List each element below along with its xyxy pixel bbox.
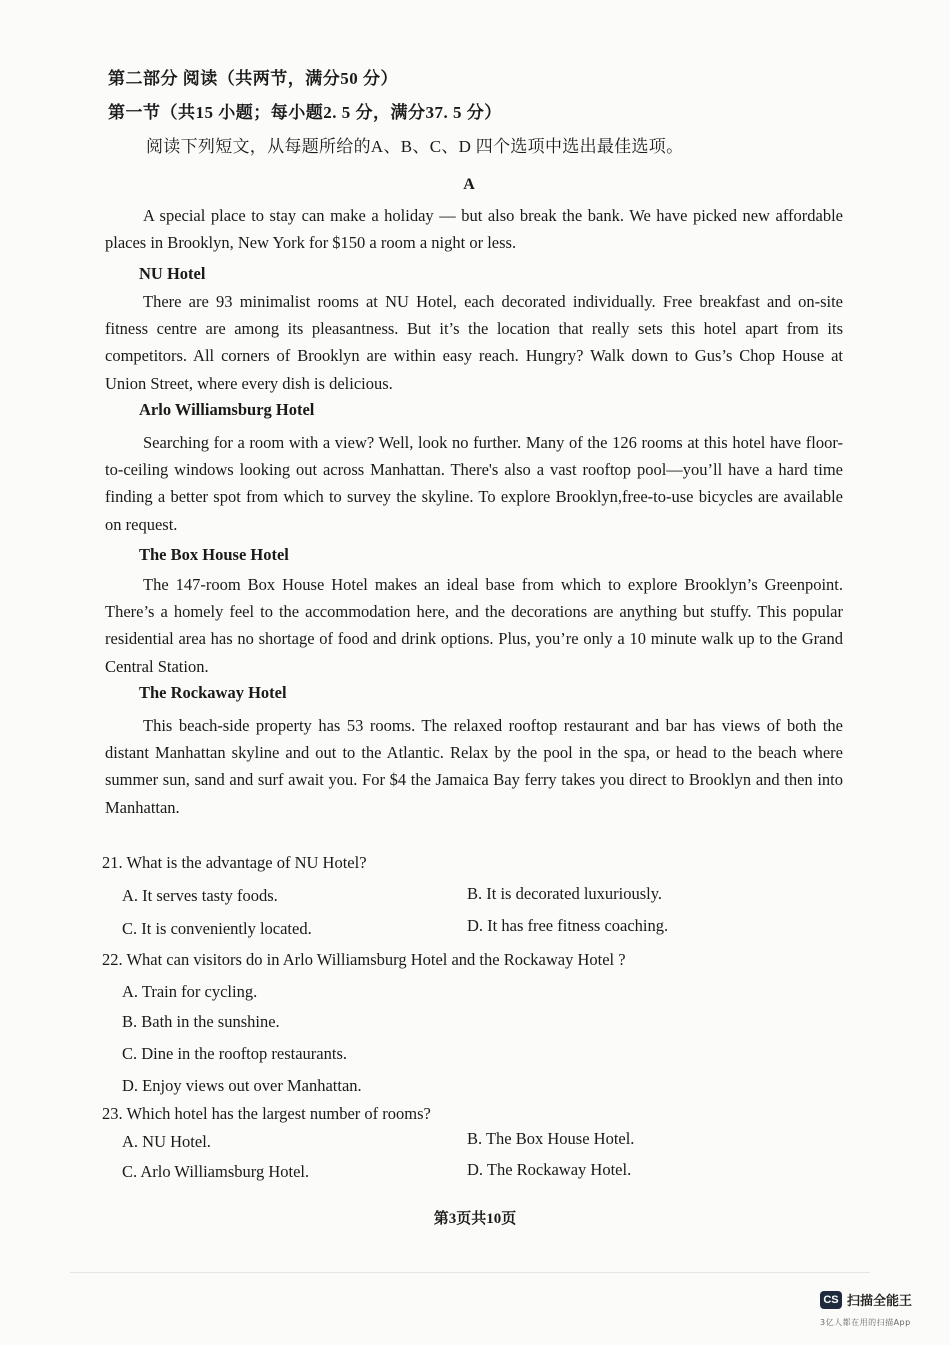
instruction: 阅读下列短文，从每题所给的A、B、C、D 四个选项中选出最佳选项。 bbox=[146, 137, 684, 156]
answer-option[interactable]: C. Dine in the rooftop restaurants. bbox=[122, 1044, 347, 1063]
answer-option[interactable]: D. It has free fitness coaching. bbox=[467, 916, 669, 935]
hotel-title: The Rockaway Hotel bbox=[139, 683, 287, 702]
scanner-tagline: 3亿人都在用的扫描App bbox=[820, 1318, 911, 1327]
question-stem: 21. What is the advantage of NU Hotel? bbox=[102, 853, 367, 872]
passage-intro: A special place to stay can make a holiday — but also break the bank. We have picked new affordable places in Brooklyn, New York for $150 a room a night or less. bbox=[105, 206, 843, 253]
answer-option[interactable]: A. NU Hotel. bbox=[122, 1132, 211, 1151]
answer-option[interactable]: C. Arlo Williamsburg Hotel. bbox=[122, 1162, 310, 1181]
answer-option[interactable]: B. It is decorated luxuriously. bbox=[467, 884, 663, 903]
answer-option[interactable]: A. Train for cycling. bbox=[122, 982, 258, 1001]
section-heading: 第一节（共15 小题；每小题2. 5 分，满分37. 5 分） bbox=[108, 103, 502, 122]
question-stem: 22. What can visitors do in Arlo Williamsburg Hotel and the Rockaway Hotel ? bbox=[102, 950, 626, 969]
scanner-app-name: 扫描全能王 bbox=[847, 1294, 913, 1309]
answer-option[interactable]: D. Enjoy views out over Manhattan. bbox=[122, 1076, 362, 1095]
divider bbox=[70, 1272, 870, 1273]
hotel-title: The Box House Hotel bbox=[139, 545, 289, 564]
hotel-description: The 147-room Box House Hotel makes an ideal base from which to explore Brooklyn’s Greenpoint. There’s a homely feel to the accommodation here, and the decorations are anything but stuffy. This popular residential area has no shortage of food and drink options. Plus, you’re only a 10 minute walk up to the Grand Central Station. bbox=[105, 575, 843, 676]
scanner-watermark bbox=[820, 1290, 912, 1309]
hotel-title: NU Hotel bbox=[139, 264, 206, 283]
answer-option[interactable]: B. The Box House Hotel. bbox=[467, 1129, 635, 1148]
answer-option[interactable]: D. The Rockaway Hotel. bbox=[467, 1160, 632, 1179]
part-heading: 第二部分 阅读（共两节，满分50 分） bbox=[108, 69, 398, 88]
camscanner-icon: CS bbox=[820, 1291, 842, 1309]
question-stem: 23. Which hotel has the largest number of rooms? bbox=[102, 1104, 431, 1123]
answer-option[interactable]: B. Bath in the sunshine. bbox=[122, 1012, 280, 1031]
hotel-description: This beach-side property has 53 rooms. The relaxed rooftop restaurant and bar has views of both the distant Manhattan skyline and out to the Atlantic. Relax by the pool in the spa, or head to the beach where summer sun, sand and surf await you. For $4 the Jamaica Bay ferry takes you direct to Brooklyn and then into Manhattan. bbox=[105, 716, 843, 817]
hotel-title: Arlo Williamsburg Hotel bbox=[139, 400, 315, 419]
answer-option[interactable]: A. It serves tasty foods. bbox=[122, 886, 278, 905]
passage-label: A bbox=[463, 176, 475, 193]
hotel-description: There are 93 minimalist rooms at NU Hotel, each decorated individually. Free breakfast and on-site fitness centre are among its pleasantness. But it’s the location that really sets this hotel apart from its competitors. All corners of Brooklyn are within easy reach. Hungry? Walk down to Gus’s Chop House at Union Street, where every dish is delicious. bbox=[105, 292, 843, 393]
hotel-description: Searching for a room with a view? Well, look no further. Many of the 126 rooms at this hotel have floor-to-ceiling windows looking out across Manhattan. There's also a vast rooftop pool—you’ll have a hard time finding a better spot from which to survey the skyline. To explore Brooklyn,free-to-use bicycles are available on request. bbox=[105, 433, 843, 534]
page-number: 第3页共10页 bbox=[433, 1211, 517, 1227]
answer-option[interactable]: C. It is conveniently located. bbox=[122, 919, 312, 938]
